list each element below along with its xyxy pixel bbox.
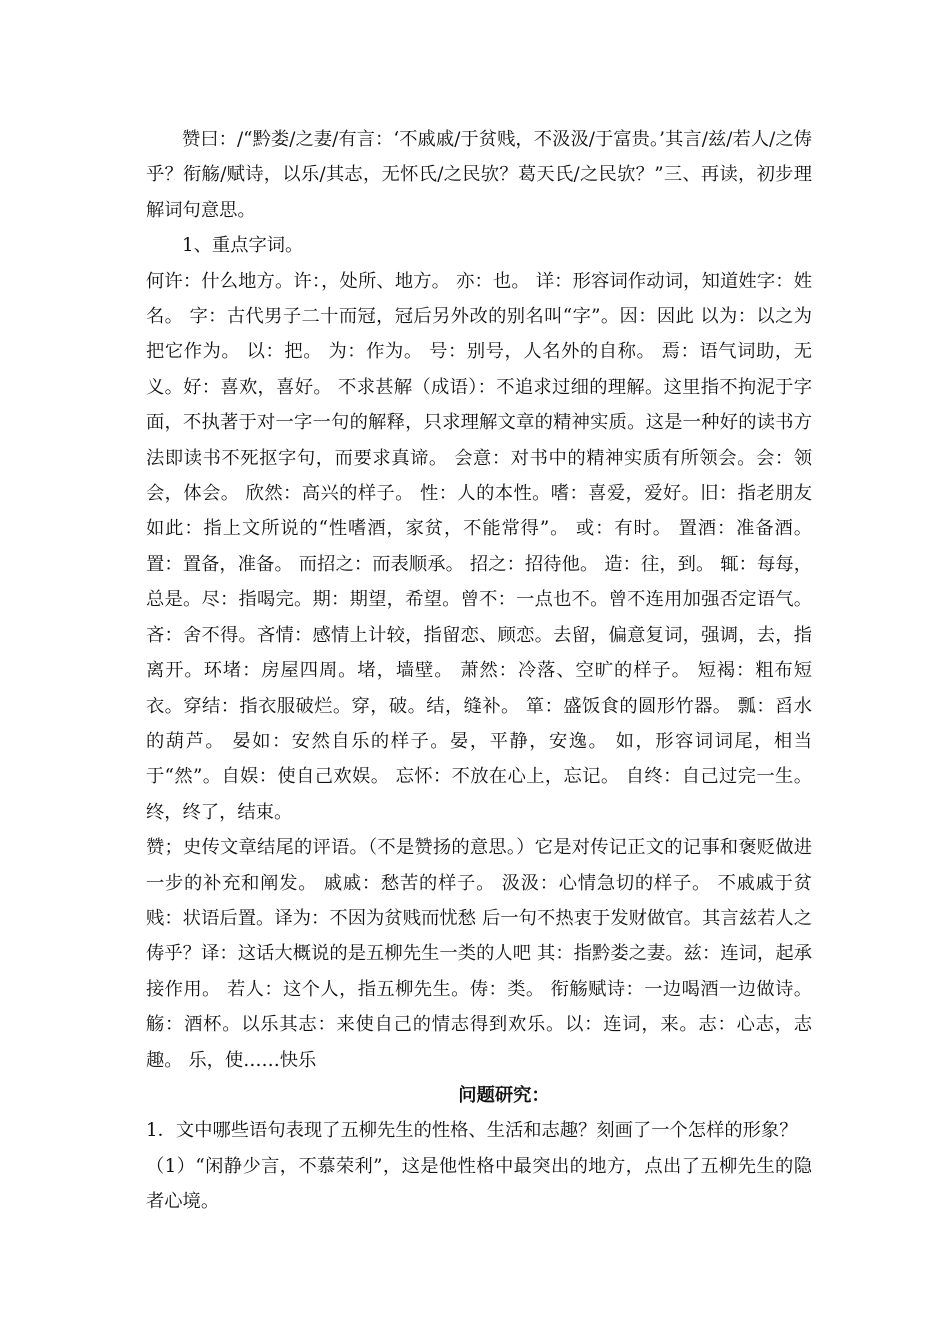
vocab-paragraph-2: 赞；史传文章结尾的评语。（不是赞扬的意思。）它是对传记正文的记事和褒贬做进一步的补充和阐发。 戚戚：愁苦的样子。 汲汲：心情急切的样子。 不戚戚于贫贱：状语后置。译为：不因为贫贱而忧愁 后一句不热衷于发财做官。其言兹若人之俦乎？译：这话大概说的是五柳先生一类的人吧 其：指黔娄之妻。兹：连词，起承接作用。 若人：这个人，指五柳先生。俦：类。 衔觞赋诗：一边喝酒一边做诗。觞：酒杯。以乐其志：来使自己的情志得到欢乐。以：连词，来。志：心志，志趣。 乐，使……快乐: [146, 837, 812, 1071]
section-heading-key-words: 1、重点字词。: [182, 235, 304, 257]
vocab-paragraph-1: 何许：什么地方。许：，处所、地方。 亦：也。 详：形容词作动词，知道姓字：姓名。 字：古代男子二十而冠，冠后另外改的别名叫“字”。因：因此 以为：以之为把它作为。 以：把。 为：作为。 号：别号，人名外的自称。 焉：语气词助，无义。好：喜欢，喜好。 不求甚解（成语）：不追求过细的理解。这里指不拘泥于字面，不执著于对一字一句的解释，只求理解文章的精神实质。这是一种好的读书方法即读书不死抠字句，而要求真谛。 会意：对书中的精神实质有所领会。会：领会，体会。 欣然：高兴的样子。 性：人的本性。嗜：喜爱，爱好。旧：指老朋友 如此：指上文所说的“性嗜酒，家贫，不能常得”。 或：有时。 置酒：准备酒。置：置备，准备。 而招之：而表顺承。 招之：招待他。 造：往，到。 辄：每每，总是。尽：指喝完。期：期望，希望。曾不：一点也不。曾不连用加强否定语气。 吝：舍不得。吝情：感情上计较，指留恋、顾恋。去留，偏意复词，强调，去，指离开。环堵：房屋四周。堵，墙壁。 萧然：冷落、空旷的样子。 短褐：粗布短衣。穿结：指衣服破烂。穿，破。结，缝补。 箪：盛饭食的圆形竹器。 瓢：舀水的葫芦。 晏如：安然自乐的样子。晏，平静，安逸。 如，形容词词尾，相当于“然”。自娱：使自己欢娱。 忘怀：不放在心上，忘记。 自终：自己过完一生。终，终了，结束。: [146, 270, 812, 823]
question-1: 1．文中哪些语句表现了五柳先生的性格、生活和志趣？刻画了一个怎样的形象？: [146, 1120, 798, 1142]
document-body: [146, 122, 812, 1220]
answer-1: （1）“闲静少言，不慕荣利”，这是他性格中最突出的地方，点出了五柳先生的隐者心境。: [146, 1155, 812, 1213]
zan-paragraph: 赞曰：/“黔娄/之妻/有言：‘不戚戚/于贫贱，不汲汲/于富贵。’其言/兹/若人/之俦乎？衔觞/赋诗，以乐/其志，无怀氏/之民欤？葛天氏/之民欤？”三、再读，初步理解词句意思。: [146, 129, 812, 221]
research-heading: 问题研究：: [458, 1084, 550, 1106]
